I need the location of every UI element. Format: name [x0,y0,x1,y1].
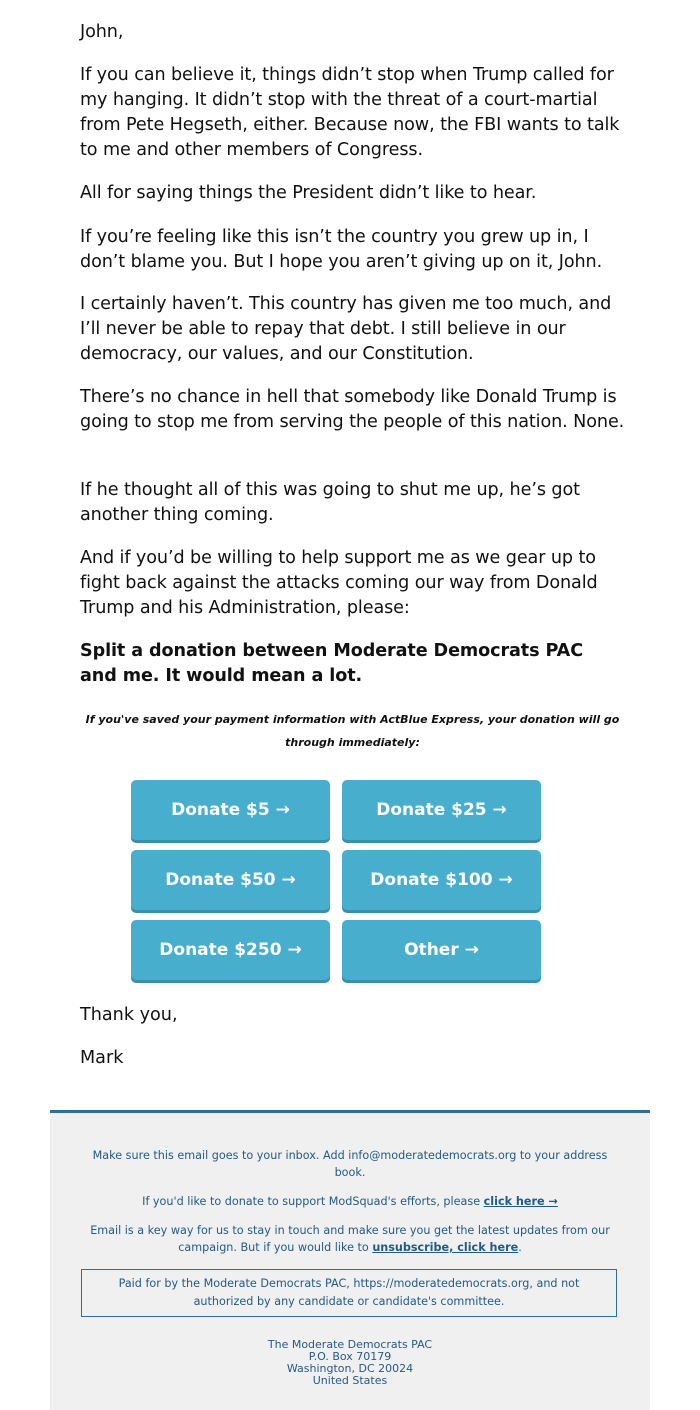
paragraph-3: If you’re feeling like this isn’t the country you grew up in, I don’t blame you. But I hope you aren’t giving up on it, John. [80,227,603,272]
paragraph-6: If he thought all of this was going to shut me up, he’s got another thing coming. [80,480,580,525]
email-note-text: Email is a key way for us to stay in touch and make sure you get the latest updates from our campaign. But if you would like to [90,1224,610,1254]
support-line [90,1193,610,1210]
address-line-2: P.O. Box 70179 [308,1350,392,1363]
salutation: John, [80,22,124,42]
paragraph-5: There’s no chance in hell that somebody like Donald Trump is going to stop me from serving the people of this nation. None. [80,387,625,432]
paid-for-disclaimer: Paid for by the Moderate Democrats PAC, https://moderatedemocrats.org, and not authorized by any candidate or candidate's committee. [81,1269,617,1317]
inbox-note: Make sure this email goes to your inbox. Add info@moderatedemocrats.org to your address book. [92,1149,608,1179]
paragraph-1: If you can believe it, things didn’t stop when Trump called for my hanging. It didn’t stop with the threat of a court-martial from Pete Hegseth, either. Because now, the FBI wants to talk to me and other members of Congress. [80,65,620,160]
email-footer [50,1110,650,1410]
support-click-here-link[interactable]: click here → [483,1195,558,1208]
signature: Mark [80,1048,124,1068]
donate-other-button[interactable]: Other → [342,920,541,980]
donate-250-button[interactable]: Donate $250 → [131,920,330,980]
donate-5-button[interactable]: Donate $5 → [131,780,330,840]
donate-button-grid [131,780,542,983]
donate-25-button[interactable]: Donate $25 → [342,780,541,840]
unsubscribe-line [90,1222,610,1256]
actblue-express-note: If you've saved your payment information with ActBlue Express, your donation will go through immediately: [85,713,620,749]
email-note-end: . [518,1241,522,1254]
paragraph-7: And if you’d be willing to help support me as we gear up to fight back against the attacks coming our way from Donald Trump and his Administration, please: [80,548,598,618]
donation-ask: Split a donation between Moderate Democrats PAC and me. It would mean a lot. [80,641,584,686]
unsubscribe-link[interactable]: unsubscribe, click here [372,1241,519,1254]
support-text: If you'd like to donate to support ModSquad's efforts, please [142,1195,484,1208]
address-line-4: United States [312,1374,388,1387]
address-line-3: Washington, DC 20024 [286,1362,414,1375]
closing: Thank you, [80,1005,178,1025]
mailing-address [50,1339,650,1387]
donate-100-button[interactable]: Donate $100 → [342,850,541,910]
address-line-1: The Moderate Democrats PAC [267,1338,433,1351]
paragraph-4: I certainly haven’t. This country has given me too much, and I’ll never be able to repay that debt. I still believe in our democracy, our values, and our Constitution. [80,294,612,364]
paragraph-2: All for saying things the President didn’t like to hear. [80,183,537,203]
donate-50-button[interactable]: Donate $50 → [131,850,330,910]
